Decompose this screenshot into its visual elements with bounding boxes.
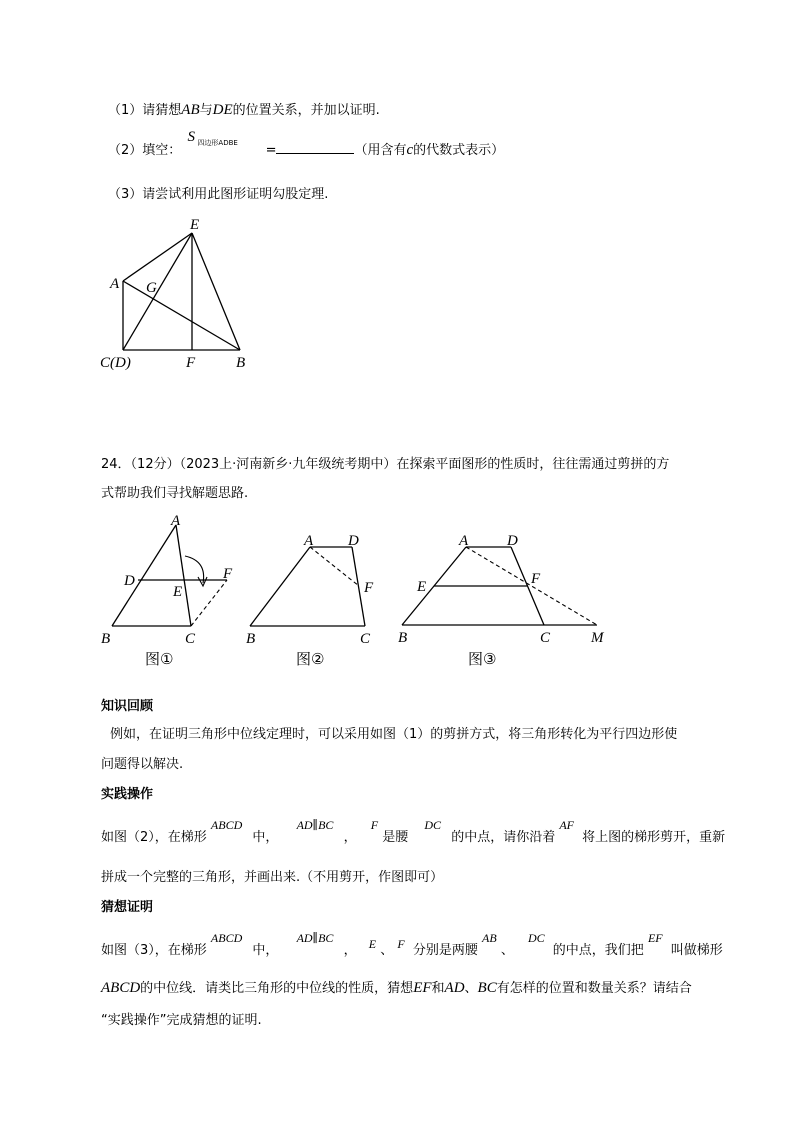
label-b: B [236,355,246,371]
q24-figure-2 [240,525,400,675]
text: ， [343,830,357,845]
label-d: D [507,533,518,549]
label-b: B [398,630,408,646]
text: 的中点，请你沿着 [451,830,556,845]
text: 填空： [142,143,182,158]
q23-figure [100,210,270,380]
text: 如图（3），在梯形 [101,943,207,958]
q23-part2 [108,129,505,159]
part-number: （1） [108,103,143,118]
practice-line2: 拼成一个完整的三角形，并画出来.（不用剪开，作图即可） [101,870,444,885]
math-e: E [368,937,377,951]
segment-ab [112,525,176,626]
conjecture-line3: “实践操作”完成猜想的证明. [101,1013,262,1028]
label-e: E [190,217,200,233]
figure-caption: 图② [296,650,325,668]
text: 如图（2），在梯形 [101,830,207,845]
q23-part3 [108,183,328,202]
segment-ab [123,281,240,350]
label-b: B [101,631,111,647]
text: ， [343,943,357,958]
label-d: D [124,573,135,589]
math-ad: AD [444,980,465,996]
label-cd: C(D) [100,355,131,371]
rotation-arrow [185,556,204,583]
text: 请尝试利用此图形证明勾股定理. [142,187,329,202]
text: 中， [252,943,279,958]
math-ad-parallel-bc: AD∥BC [296,818,334,832]
text: 、 [380,943,394,958]
conjecture-line1 [101,931,723,958]
area-expression [185,129,261,154]
text: 的位置关系，并加以证明. [232,103,380,118]
label-c: C [360,631,371,647]
heading-conjecture: 猜想证明 [101,900,154,915]
label-f: F [531,571,541,587]
text: 分别是两腰 [412,943,478,958]
math-abcd: ABCD [210,818,243,832]
text: 的中点，我们把 [552,943,644,958]
text: 、 [464,981,478,996]
segment-af-dashed [310,547,359,586]
math-abcd: ABCD [210,931,243,945]
math-c: c [406,142,414,158]
label-e: E [173,584,183,600]
text: 的中位线．请类比三角形的中位线的性质，猜想 [140,981,414,996]
math-s: S [187,129,195,145]
text: （用含有 [354,143,407,158]
math-ab: AB [482,931,497,945]
math-ef: EF [647,931,663,945]
label-m: M [591,630,604,646]
label-g: G [146,280,157,296]
math-ef: EF [413,980,432,996]
equals-sign: = [265,143,277,158]
segment-ae [123,233,192,281]
text: 将上图的梯形剪开，重新 [582,830,726,845]
math-dc: DC [527,931,545,945]
segment-eb [192,233,240,350]
knowledge-line1: 例如，在证明三角形中位线定理时，可以采用如图（1）的剪拼方式，将三角形转化为平行四边形使 [110,727,678,742]
figure-caption: 图① [145,650,174,668]
math-f: F [397,937,405,951]
part-number: （2） [108,143,143,158]
label-f: F [186,355,196,371]
part-number: （3） [108,187,143,202]
label-f: F [223,566,233,582]
label-a: A [110,276,120,292]
segment-ac [176,525,191,626]
text: 是腰 [382,830,409,845]
label-f: F [364,580,374,596]
practice-line1 [101,818,726,845]
label-d: D [348,533,359,549]
text: 、 [500,943,514,958]
label-a: A [459,533,469,549]
math-ad-parallel-bc: AD∥BC [296,931,334,945]
math-dc: DC [424,818,442,832]
math-de: DE [212,102,233,118]
heading-practice: 实践操作 [101,787,154,802]
text: 和 [431,981,445,996]
math-bc: BC [477,980,497,996]
arrow-head-icon [198,577,207,586]
math-f: F [370,818,379,832]
label-a: A [304,533,314,549]
figure-caption: 图③ [468,650,497,668]
q24-figure-1 [95,513,255,673]
label-a: A [171,513,181,529]
heading-knowledge-review: 知识回顾 [101,699,154,714]
segment-ce [123,233,192,350]
knowledge-line2: 问题得以解决. [101,757,184,772]
math-abcd: ABCD [101,980,141,996]
text: 有怎样的位置和数量关系？请结合 [496,981,692,996]
conjecture-line2 [101,977,692,997]
text: 叫做梯形 [670,943,723,958]
segment-ab [250,547,310,626]
label-c: C [540,630,551,646]
text: 的代数式表示） [413,143,505,158]
label-e: E [417,579,427,595]
math-ab: AB [181,102,200,118]
text: 与 [199,103,213,118]
label-c: C [185,631,196,647]
q24-intro-line1: 24．（12分）（2023上·河南新乡·九年级统考期中）在探索平面图形的性质时，往往需通过剪拼的方 [101,457,670,472]
q23-part1 [108,99,380,119]
q24-intro-line2: 式帮助我们寻找解题思路. [101,486,249,501]
segment-cf-dashed [191,580,227,626]
math-af: AF [559,818,575,832]
math-subscript: 四边形ADBE [197,139,238,147]
answer-blank[interactable] [276,141,354,154]
text: 请猜想 [142,103,182,118]
q24-figure-3 [392,525,622,675]
label-b: B [246,631,256,647]
text: 中， [252,830,279,845]
